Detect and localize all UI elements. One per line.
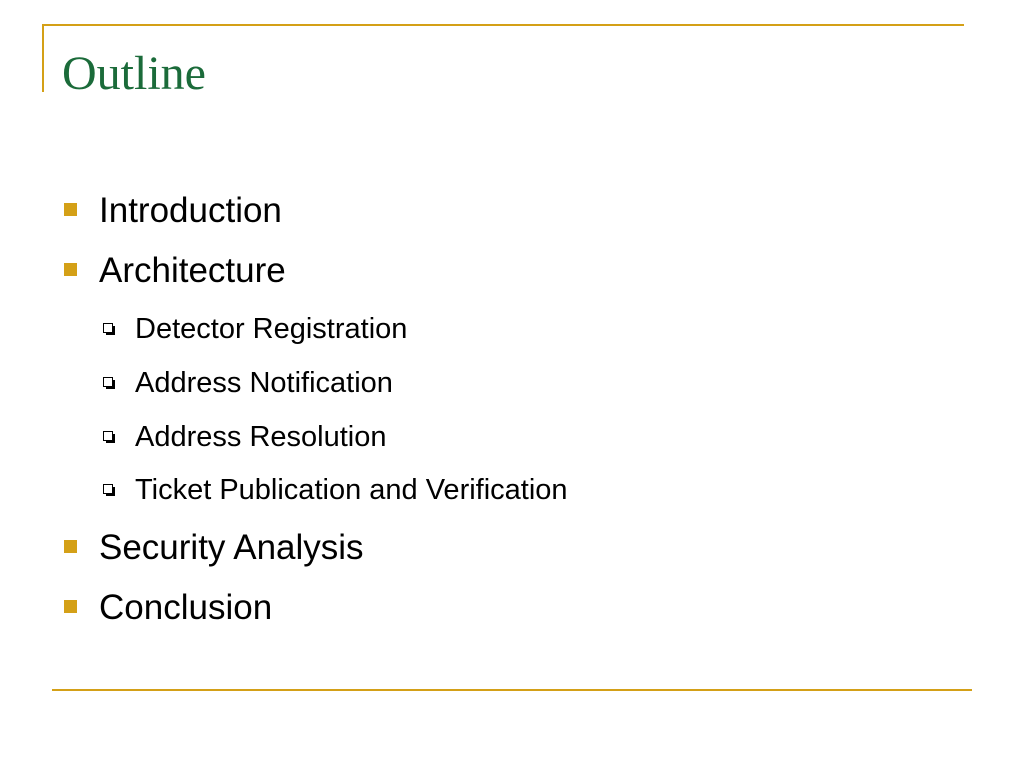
shadowed-square-bullet-icon xyxy=(103,323,113,333)
title-frame-left-rule xyxy=(42,24,44,92)
outline-subitem-address-resolution xyxy=(103,420,386,454)
outline-subitem-label: Ticket Publication and Verification xyxy=(135,474,568,506)
outline-item-label: Architecture xyxy=(99,251,286,290)
slide-title: Outline xyxy=(62,47,206,100)
outline-subitem-label: Detector Registration xyxy=(135,313,408,345)
outline-item-architecture xyxy=(64,251,286,291)
outline-item-security-analysis xyxy=(64,528,364,568)
outline-subitem-label: Address Notification xyxy=(135,367,393,399)
shadowed-square-bullet-icon xyxy=(103,431,113,441)
outline-item-conclusion xyxy=(64,588,272,628)
title-frame-top-rule xyxy=(42,24,964,26)
outline-subitem-ticket-publication xyxy=(103,473,568,507)
filled-square-bullet-icon xyxy=(64,540,77,553)
outline-subitem-address-notification xyxy=(103,366,393,400)
filled-square-bullet-icon xyxy=(64,203,77,216)
outline-subitem-label: Address Resolution xyxy=(135,421,387,453)
shadowed-square-bullet-icon xyxy=(103,484,113,494)
footer-divider xyxy=(52,689,972,691)
filled-square-bullet-icon xyxy=(64,600,77,613)
outline-item-label: Security Analysis xyxy=(99,528,364,567)
outline-item-introduction xyxy=(64,191,282,231)
outline-subitem-detector-registration xyxy=(103,312,407,346)
filled-square-bullet-icon xyxy=(64,263,77,276)
shadowed-square-bullet-icon xyxy=(103,377,113,387)
outline-item-label: Conclusion xyxy=(99,588,273,627)
outline-item-label: Introduction xyxy=(99,191,282,230)
